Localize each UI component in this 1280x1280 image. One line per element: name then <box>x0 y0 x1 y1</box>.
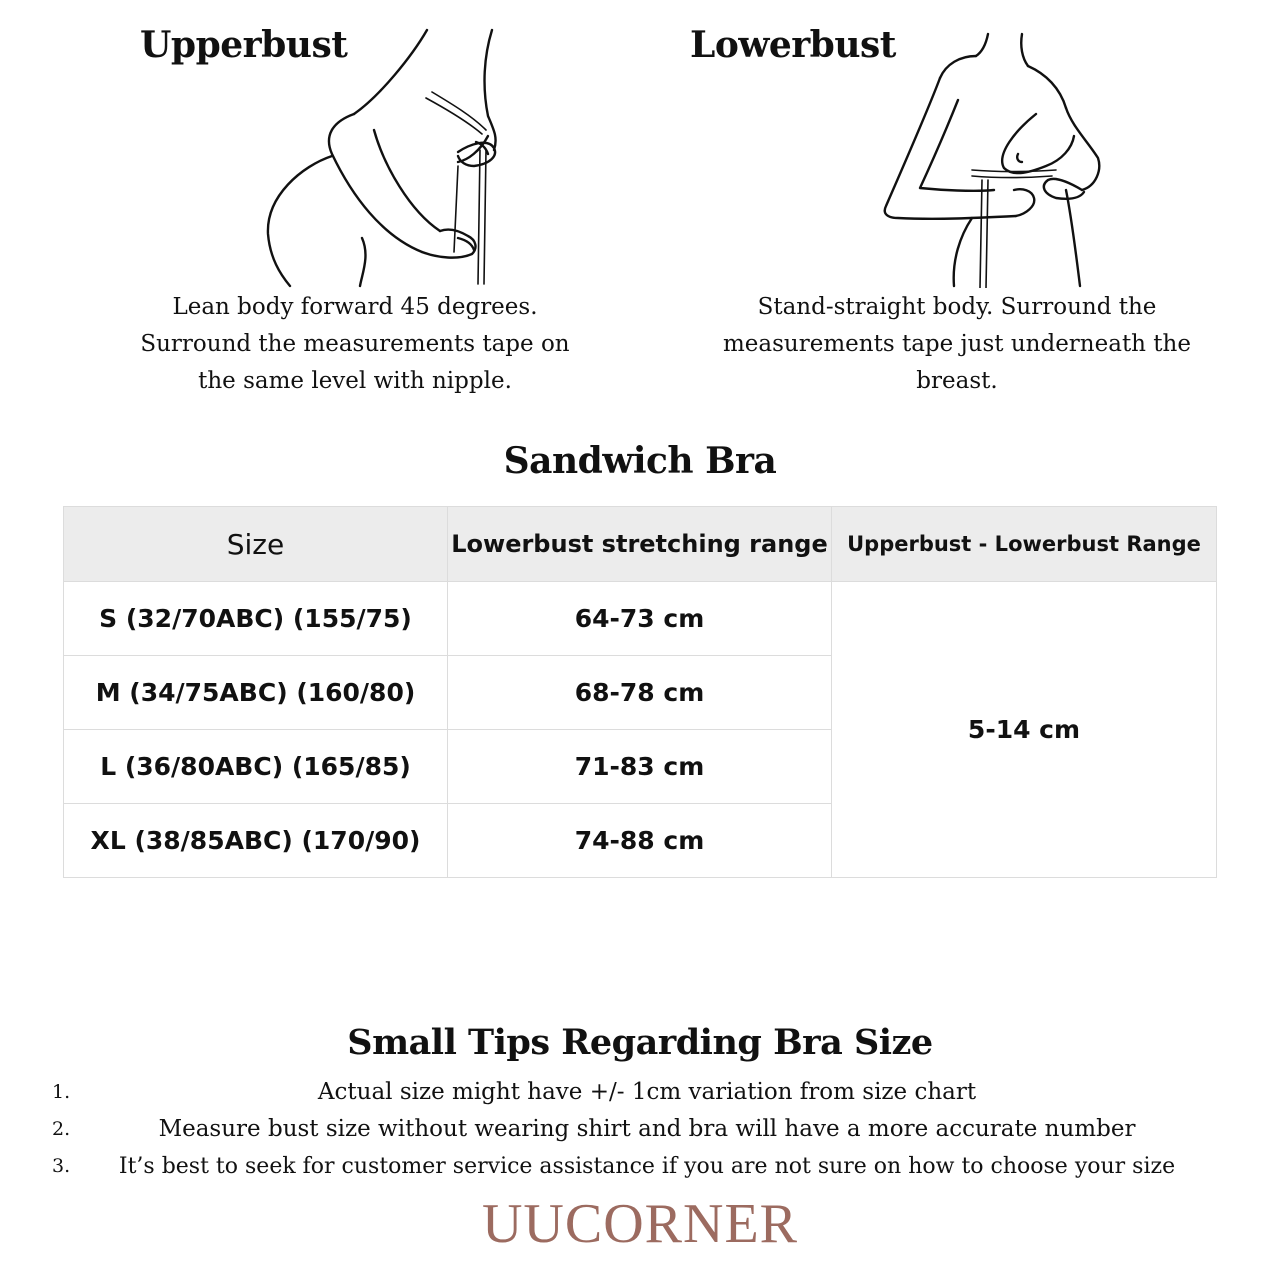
size-cell: S (32/70ABC) (155/75) <box>64 582 448 656</box>
upperbust-measuring-figure-icon <box>262 26 506 288</box>
upperbust-title: Upperbust <box>140 24 348 66</box>
tip-number: 2. <box>52 1118 71 1140</box>
lowerbust-cell: 74-88 cm <box>448 804 832 878</box>
lowerbust-instruction-line: measurements tape just underneath the <box>723 331 1191 357</box>
tips-title: Small Tips Regarding Bra Size <box>347 1022 933 1063</box>
tip-text: Actual size might have +/- 1cm variation from size chart <box>317 1079 977 1105</box>
lowerbust-instruction <box>700 289 1214 400</box>
header-size: Size <box>64 507 448 582</box>
tip-number: 3. <box>52 1155 71 1177</box>
upperbust-instruction-line: Surround the measurements tape on <box>140 331 570 357</box>
tip-number: 1. <box>52 1081 71 1103</box>
lowerbust-instruction-line: breast. <box>916 368 998 394</box>
upperbust-instruction-line: the same level with nipple. <box>198 368 512 394</box>
lowerbust-cell: 71-83 cm <box>448 730 832 804</box>
tip-item <box>52 1074 1212 1111</box>
upperbust-instruction <box>100 289 610 400</box>
lowerbust-instruction-line: Stand-straight body. Surround the <box>757 294 1157 320</box>
upper-lower-range-cell: 5-14 cm <box>832 582 1217 878</box>
size-table <box>63 506 1217 878</box>
table-title: Sandwich Bra <box>503 440 777 482</box>
table-row <box>64 582 1217 656</box>
size-cell: M (34/75ABC) (160/80) <box>64 656 448 730</box>
tip-text: It’s best to seek for customer service assistance if you are not sure on how to choose your size <box>118 1154 1176 1179</box>
tip-item <box>52 1111 1212 1148</box>
brand-logo: UUCORNER <box>481 1193 799 1255</box>
upperbust-instruction-line: Lean body forward 45 degrees. <box>172 294 538 320</box>
table-header-row <box>64 507 1217 582</box>
size-cell: L (36/80ABC) (165/85) <box>64 730 448 804</box>
size-cell: XL (38/85ABC) (170/90) <box>64 804 448 878</box>
header-lowerbust-range: Lowerbust stretching range <box>448 507 832 582</box>
tip-text: Measure bust size without wearing shirt and bra will have a more accurate number <box>158 1116 1136 1142</box>
tip-item <box>52 1148 1212 1185</box>
lowerbust-measuring-figure-icon <box>876 30 1110 288</box>
header-upper-lower-range: Upperbust - Lowerbust Range <box>832 507 1217 582</box>
lowerbust-cell: 64-73 cm <box>448 582 832 656</box>
lowerbust-title: Lowerbust <box>690 24 896 66</box>
lowerbust-cell: 68-78 cm <box>448 656 832 730</box>
